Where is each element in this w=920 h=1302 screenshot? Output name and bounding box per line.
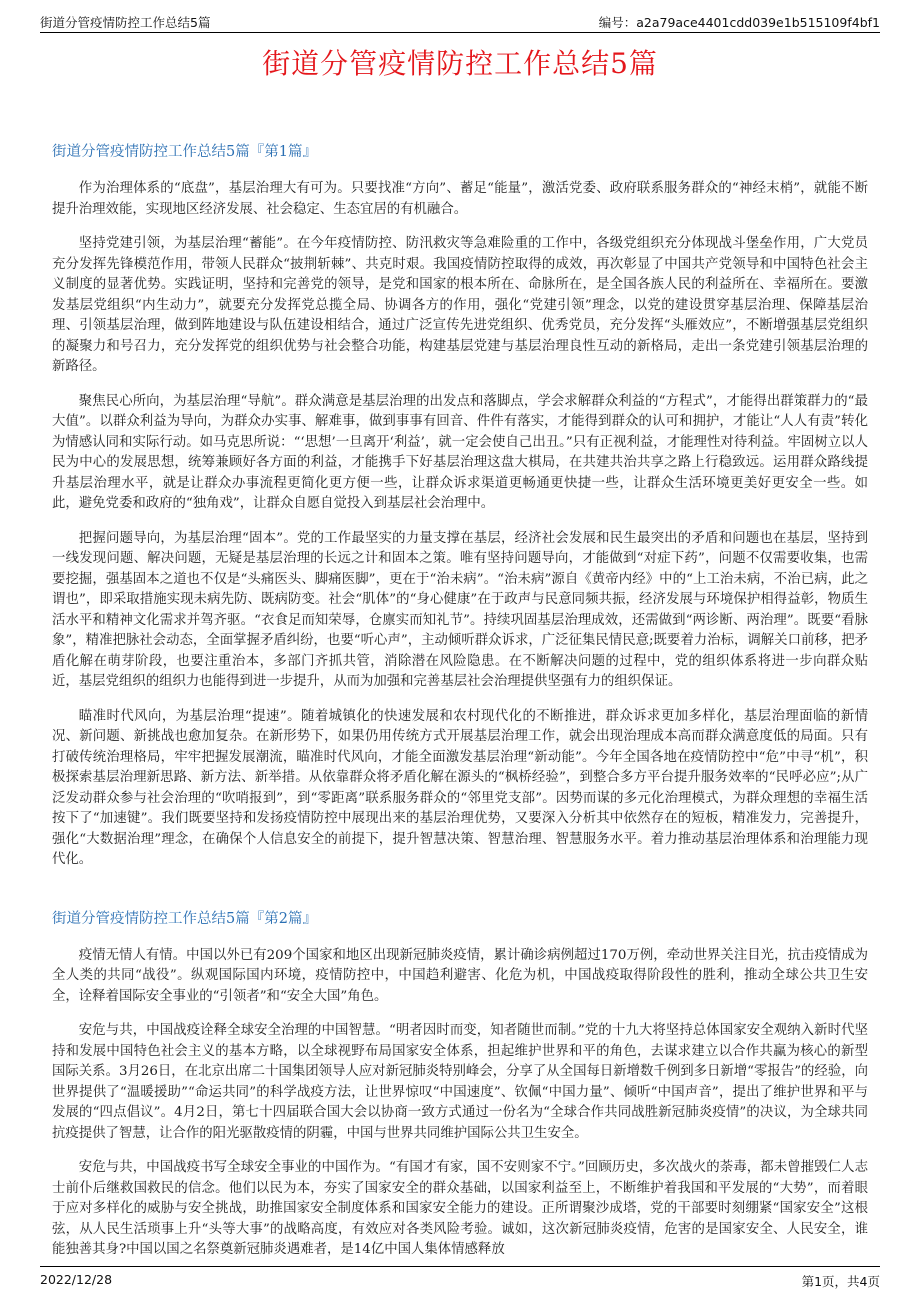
section-2 [52,907,868,1261]
paragraph: 安危与共，中国战疫诠释全球安全治理的中国智慧。“明者因时而变，知者随世而制。”党的十九大将坚持总体国家安全观纳入新时代坚持和发展中国特色社会主义的基本方略，以全球视野布局国家安全体系，担起维护世界和平的角色，去谋求建立以合作共赢为核心的新型国际关系。3月26日，在北京出席二十国集团领导人应对新冠肺炎特别峰会，分享了从全国每日新增数千例到多日新增“零报告”的经验，向世界提供了“温暖援助”“命运共同”的科学战疫方法，让世界惊叹“中国速度”、钦佩“中国力量”、倾听“中国声音”，提出了维护世界和平与发展的“四点倡议”。4月2日，第七十四届联合国大会以协商一致方式通过一份名为“全球合作共同战胜新冠肺炎疫情”的决议，为全球共同抗疫提供了智慧，让合作的阳光驱散疫情的阴霾，中国与世界共同维护国际公共卫生安全。 [52,1023,868,1141]
paragraph: 作为治理体系的“底盘”，基层治理大有可为。只要找准“方向”、蓄足“能量”，激活党委、政府联系服务群众的“神经末梢”，就能不断提升治理效能，实现地区经济发展、社会稳定、生态宜居的有机融合。 [52,181,868,217]
header-doc-number: 编号：a2a79ace4401cdd039e1b515109f4bf1 [598,15,880,30]
section-1 [52,140,868,871]
page-footer [40,1266,880,1291]
page-header [40,8,880,33]
header-doc-name: 街道分管疫情防控工作总结5篇 [40,15,211,30]
section-1-heading: 街道分管疫情防控工作总结5篇『第1篇』 [52,144,317,160]
section-2-heading: 街道分管疫情防控工作总结5篇『第2篇』 [52,910,317,927]
footer-page-number: 第1页，共4页 [801,1274,880,1289]
document-title: 街道分管疫情防控工作总结5篇 [262,47,658,80]
paragraph: 瞄准时代风向，为基层治理“提速”。随着城镇化的快速发展和农村现代化的不断推进，群众诉求更加多样化，基层治理面临的新情况、新问题、新挑战也愈加复杂。在新形势下，如果仍用传统方式开展基层治理工作，就会出现治理成本高而群众满意度低的局面。只有打破传统治理格局，牢牢把握发展潮流，瞄准时代风向，才能全面激发基层治理“新动能”。今年全国各地在疫情防控中“危”中寻“机”，积极探索基层治理新思路、新方法、新举措。从依靠群众将矛盾化解在源头的“枫桥经验”，到整合多方平台提升服务效率的“民呼必应”;从广泛发动群众参与社会治理的“吹哨报到”，到“零距离”联系服务群众的“邻里党支部”。因势而谋的多元化治理模式，为群众理想的幸福生活按下了“加速键”。我们既要坚持和发扬疫情防控中展现出来的基层治理优势，又要深入分析其中依然存在的短板，精准发力，完善提升，强化“大数据治理”理念，在确保个人信息安全的前提下，提升智慧决策、智慧治理、智慧服务水平。着力推动基层治理体系和治理能力现代化。 [52,708,868,867]
paragraph: 坚持党建引领，为基层治理“蓄能”。在今年疫情防控、防汛救灾等急难险重的工作中，各级党组织充分体现战斗堡垒作用，广大党员充分发挥先锋模范作用，带领人民群众“披荆斩棘”、共克时艰。我国疫情防控取得的成效，再次彰显了中国共产党领导和中国特色社会主义制度的显著优势。实践证明，坚持和完善党的领导，是党和国家的根本所在、命脉所在，是全国各族人民的利益所在、幸福所在。要激发基层党组织“内生动力”，就要充分发挥党总揽全局、协调各方的作用，强化“党建引领”理念，以党的建设贯穿基层治理、保障基层治理、引领基层治理，做到阵地建设与队伍建设相结合，通过广泛宣传先进党组织、优秀党员，充分发挥“头雁效应”，不断增强基层党组织的凝聚力和号召力，充分发挥党的组织优势与社会整合功能，构建基层党建与基层治理良性互动的新格局，走出一条党建引领基层治理的新路径。 [52,236,868,374]
document-body [52,140,868,1275]
paragraph: 疫情无情人有情。中国以外已有209个国家和地区出现新冠肺炎疫情，累计确诊病例超过170万例，牵动世界关注目光，抗击疫情成为全人类的共同“战役”。纵观国际国内环境，疫情防控中，中国趋利避害、化危为机，中国战疫取得阶段性的胜利，推动全球公共卫生安全，诠释着国际安全事业的“引领者”和“安全大国”角色。 [52,947,868,1004]
paragraph: 把握问题导向，为基层治理“固本”。党的工作最坚实的力量支撑在基层，经济社会发展和民生最突出的矛盾和问题也在基层，坚持到一线发现问题、解决问题，无疑是基层治理的长远之计和固本之策。唯有坚持问题导向，才能做到“对症下药”，问题不仅需要收集，也需要挖掘，强基固本之道也不仅是“头痛医头、脚痛医脚”，更在于“治未病”。“治未病”源自《黄帝内经》中的“上工治未病，不治已病，此之谓也”，即采取措施实现未病先防、既病防变。社会“肌体”的“身心健康”在于政声与民意同频共振，经济发展与环境保护相得益彰，物质生活水平和精神文化需求并驾齐驱。“衣食足而知荣辱，仓廪实而知礼节”。持续巩固基层治理成效，还需做到“两诊断、两治理”。既要“看脉象”，精准把脉社会动态，全面掌握矛盾纠纷，也要“听心声”，主动倾听群众诉求，广泛征集民情民意;既要着力治标，调解关口前移，把矛盾化解在萌芽阶段，也要注重治本，多部门齐抓共管，消除潜在风险隐患。在不断解决问题的过程中，党的组织体系将进一步向群众贴近，基层党组织的组织力也能得到进一步提升，从而为加强和完善基层社会治理提供坚强有力的组织保证。 [52,530,868,689]
paragraph: 聚焦民心所向，为基层治理“导航”。群众满意是基层治理的出发点和落脚点，学会求解群众利益的“方程式”，才能得出群策群力的“最大值”。以群众利益为导向，为群众办实事、解难事，做到事事有回音、件件有落实，才能得到群众的认可和拥护，才能让“人人有责”转化为情感认同和实际行动。如马克思所说：“‘思想’一旦离开‘利益’，就一定会使自己出丑。”只有正视利益，才能理性对待利益。牢固树立以人民为中心的发展思想，统筹兼顾好各方面的利益，才能携手下好基层治理这盘大棋局，在共建共治共享之路上行稳致远。运用群众路线提升基层治理水平，就是让群众办事流程更简化更方便一些，让群众诉求渠道更畅通更快捷一些，让群众生活环境更美好更安全一些。如此，避免党委和政府的“独角戏”，让群众自愿自觉投入到基层社会治理中。 [52,393,868,511]
paragraph: 安危与共，中国战疫书写全球安全事业的中国作为。“有国才有家，国不安则家不宁。”回顾历史，多次战火的荼毒，都未曾摧毁仁人志士前仆后继救国救民的信念。他们以民为本，夯实了国家安全的群众基础，以国家利益至上，不断维护着我国和平发展的“大势”，而着眼于应对多样化的威胁与安全挑战，助推国家安全制度体系和国家安全能力的建设。正所谓聚沙成塔，党的干部要时刻绷紧“国家安全”这根弦，从人民生活琐事上升“头等大事”的战略高度，有效应对各类风险考验。诚如，这次新冠肺炎疫情，危害的是国家安全、人民安全，谁能独善其身?中国以国之名祭奠新冠肺炎遇难者，是14亿中国人集体情感释放 [52,1160,868,1257]
footer-date: 2022/12/28 [40,1272,113,1287]
